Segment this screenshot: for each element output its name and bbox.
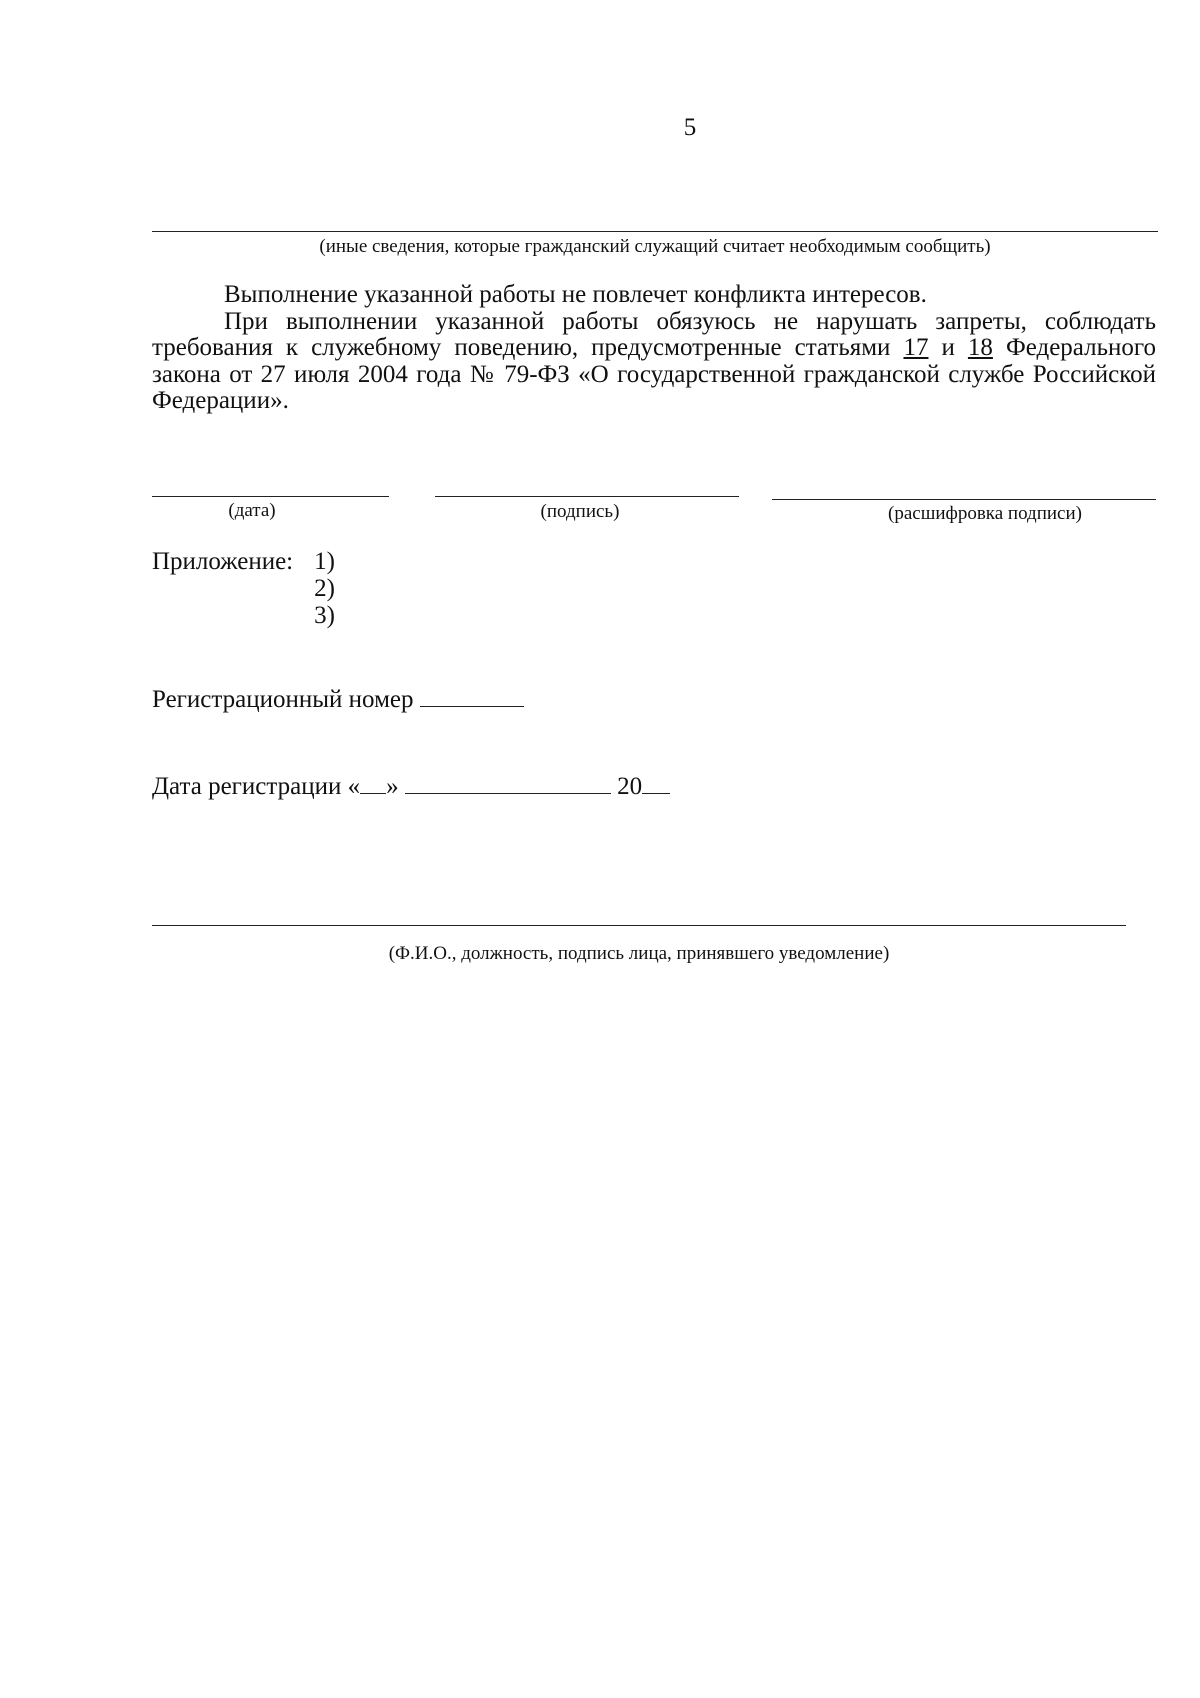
paragraph-no-conflict: Выполнение указанной работы не повлечет конфликта интересов. — [224, 281, 927, 308]
attachment-row-3 — [152, 602, 335, 629]
date-line — [152, 496, 389, 497]
attachment-item-3: 3) — [314, 602, 335, 629]
registration-number-field[interactable] — [420, 686, 524, 707]
other-info-caption: (иные сведения, которые гражданский служащий считает необходимым сообщить) — [319, 236, 991, 257]
attachments — [152, 548, 335, 629]
receiver-line — [152, 925, 1126, 926]
registration-year-field[interactable] — [642, 773, 670, 794]
attachment-item-2: 2) — [314, 575, 335, 602]
registration-number-row — [152, 686, 524, 714]
registration-month-field[interactable] — [405, 773, 611, 794]
other-info-line — [152, 231, 1158, 232]
paragraph-obligations-part3: Федерального закона от 27 июля 2004 года № 79-ФЗ «О государственной гражданской службе Российской Федерации». — [152, 334, 1156, 414]
body-text — [152, 282, 1156, 415]
registration-number-label: Регистрационный номер — [152, 686, 414, 713]
receiver-caption: (Ф.И.О., должность, подпись лица, принявшего уведомление) — [388, 943, 890, 964]
paragraph-obligations — [152, 309, 1156, 415]
registration-date-label: Дата регистрации « — [152, 773, 361, 800]
registration-day-field[interactable] — [360, 773, 386, 794]
attachment-row-2 — [152, 575, 335, 602]
article-17-link[interactable]: 17 — [903, 334, 929, 361]
registration-date-close-quote: » — [386, 773, 399, 800]
page-number: 5 — [683, 114, 697, 141]
attachments-label: Приложение: — [152, 548, 294, 575]
paragraph-obligations-part1: При выполнении указанной работы обязуюсь не нарушать запреты, соблюдать требования к служебному поведению, предусмотренные статьями — [152, 307, 1156, 361]
attachment-item-1: 1) — [314, 548, 335, 575]
article-18-link[interactable]: 18 — [967, 334, 993, 361]
paragraph-obligations-part2: и — [928, 334, 968, 361]
date-caption: (дата) — [228, 500, 276, 521]
registration-year-prefix: 20 — [617, 773, 643, 800]
signature-line — [435, 496, 739, 497]
decoding-line — [772, 499, 1156, 500]
signature-caption: (подпись) — [540, 501, 620, 522]
attachment-row-1 — [152, 548, 335, 575]
registration-date-row — [152, 773, 670, 801]
decoding-caption: (расшифровка подписи) — [888, 503, 1082, 524]
